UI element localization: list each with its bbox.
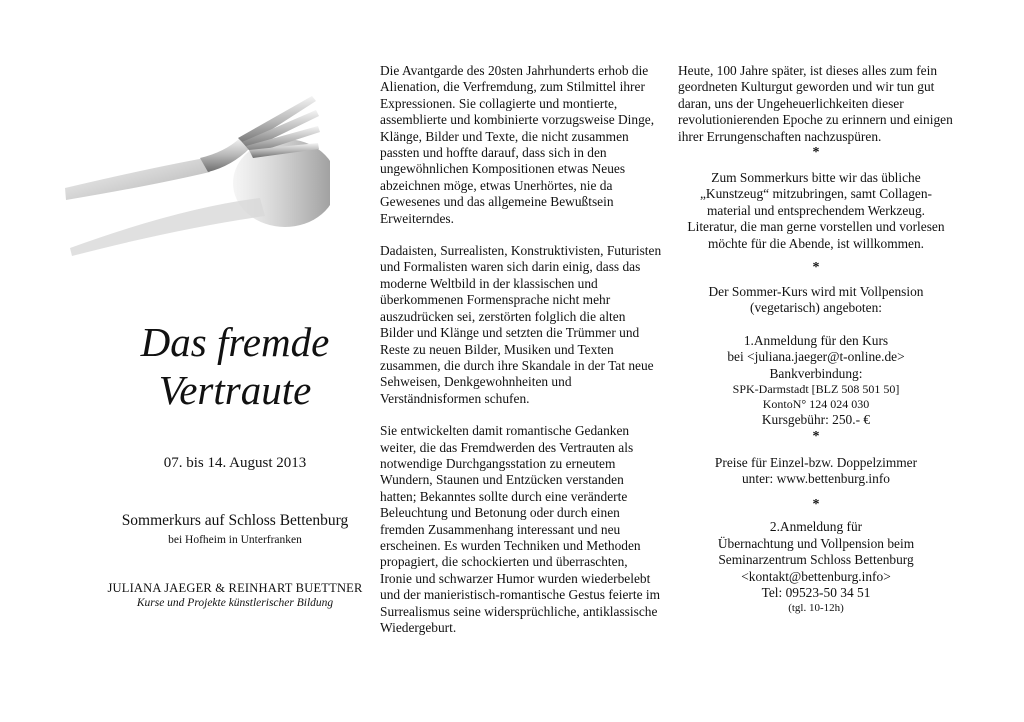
pension-line-1: Der Sommer-Kurs wird mit Vollpension bbox=[708, 284, 924, 300]
bring-line-2: „Kunstzeug“ mitzubringen, samt Collagen- bbox=[699, 186, 933, 202]
registration-2-hours: (tgl. 10-12h) bbox=[788, 602, 844, 615]
bank-code: SPK-Darmstadt [BLZ 508 501 50] bbox=[732, 382, 900, 397]
separator-star-3: * bbox=[812, 428, 820, 444]
bring-line-3: material und entsprechendem Werkzeug. bbox=[706, 202, 926, 218]
course-location: bei Hofheim in Unterfranken bbox=[168, 534, 302, 546]
course-fee: Kursgebühr: 250.- € bbox=[761, 412, 871, 428]
account-number: KontoN° 124 024 030 bbox=[762, 397, 870, 412]
fork-icon bbox=[60, 88, 330, 268]
middle-column bbox=[380, 63, 662, 652]
course-date: 07. bis 14. August 2013 bbox=[163, 455, 307, 471]
registration-1-title: 1.Anmeldung für den Kurs bbox=[743, 332, 889, 348]
page-title bbox=[100, 318, 370, 414]
registration-2-phone: Tel: 09523-50 34 51 bbox=[761, 584, 871, 600]
prices-line-1: Preise für Einzel-bzw. Doppelzimmer bbox=[714, 454, 918, 470]
paragraph-1: Die Avantgarde des 20sten Jahrhunderts erhob die Alienation, die Verfremdung, zum Stilmittel ihrer Expressionen. Sie collagierte und montierte, assemblierte und kombinierte vorzugsweise Dinge, Klänge, Bilder und Texte, die nicht zusammen passten und hoffte darauf, dass sich in den ungewöhnlichen Kompositionen etwas Neues abzeichnen möge, etwas Unerhörtes, nie da Gewesenes und das allgemeine Bewußtsein Erweiterndes. bbox=[380, 63, 655, 226]
bring-line-4: Literatur, die man gerne vorstellen und vorlesen bbox=[687, 219, 945, 235]
course-name: Sommerkurs auf Schloss Bettenburg bbox=[121, 512, 349, 529]
registration-2-title: 2.Anmeldung für bbox=[769, 519, 863, 535]
paragraph-2: Dadaisten, Surrealisten, Konstruktivisten, Futuristen und Formalisten waren sich darin einig, dass das moderne Weltbild in der klassischen und überkommenen Formensprache nicht mehr auszudrücken sei, zerstörten folglich die alten Bilder und Klänge und setzten die Trümmer und Reste zu neuen Bilder, Musiken und Texten zusammen, die durch ihre Skandale in der Tat neue Sehweisen, Denkgewohnheiten und Verständnisformen schufen. bbox=[380, 243, 662, 406]
bring-line-5: möchte für die Abende, ist willkommen. bbox=[707, 235, 925, 251]
separator-star-2: * bbox=[812, 260, 820, 276]
separator-star-4: * bbox=[812, 497, 820, 513]
title-line-1: Das fremde bbox=[140, 319, 330, 365]
registration-1-email: bei <juliana.jaeger@t-online.de> bbox=[727, 349, 905, 365]
authors: JULIANA JAEGER & REINHART BUETTNER bbox=[107, 581, 363, 595]
registration-2-line-2: Übernachtung und Vollpension beim bbox=[717, 535, 915, 551]
registration-2-line-3: Seminarzentrum Schloss Bettenburg bbox=[718, 552, 914, 568]
right-column bbox=[666, 63, 966, 615]
prices-line-2: unter: www.bettenburg.info bbox=[741, 470, 890, 486]
authors-subtitle: Kurse und Projekte künstlerischer Bildung bbox=[136, 597, 334, 609]
pension-line-2: (vegetarisch) angeboten: bbox=[750, 300, 882, 316]
registration-2-email: <kontakt@bettenburg.info> bbox=[741, 568, 891, 584]
paragraph-3: Sie entwickelten damit romantische Gedanken weiter, die das Fremdwerden des Vertrauten als notwendige Durchgangsstation zu erneutem Wundern, Staunen und Entzücken verstanden hatten; Bekanntes sollte durch eine veränderte Beleuchtung und Betonung oder durch einen fremden Zusammenhang interessant und neu erscheinen. Es wurden Techniken und Methoden propagiert, die schockierten und überraschten, Ironie und schwarzer Humor wurden wiederbelebt und der manieristisch-romantische Gestus feierte im Surrealismus seine widersprüchliche, antiklassische Wiedergeburt. bbox=[380, 423, 661, 635]
separator-star-1: * bbox=[812, 145, 820, 161]
intro-paragraph: Heute, 100 Jahre später, ist dieses alles zum fein geordneten Kulturgut geworden und wir tun gut daran, uns der Ungeheuerlichkeiten dieser revolutionierenden Epoche zu erinnern und einigen ihrer Errungenschaften nachzuspüren. bbox=[678, 63, 953, 144]
bring-line-1: Zum Sommerkurs bitte wir das übliche bbox=[711, 170, 921, 186]
bank-label: Bankverbindung: bbox=[769, 365, 863, 381]
title-line-2: Vertraute bbox=[158, 367, 312, 413]
